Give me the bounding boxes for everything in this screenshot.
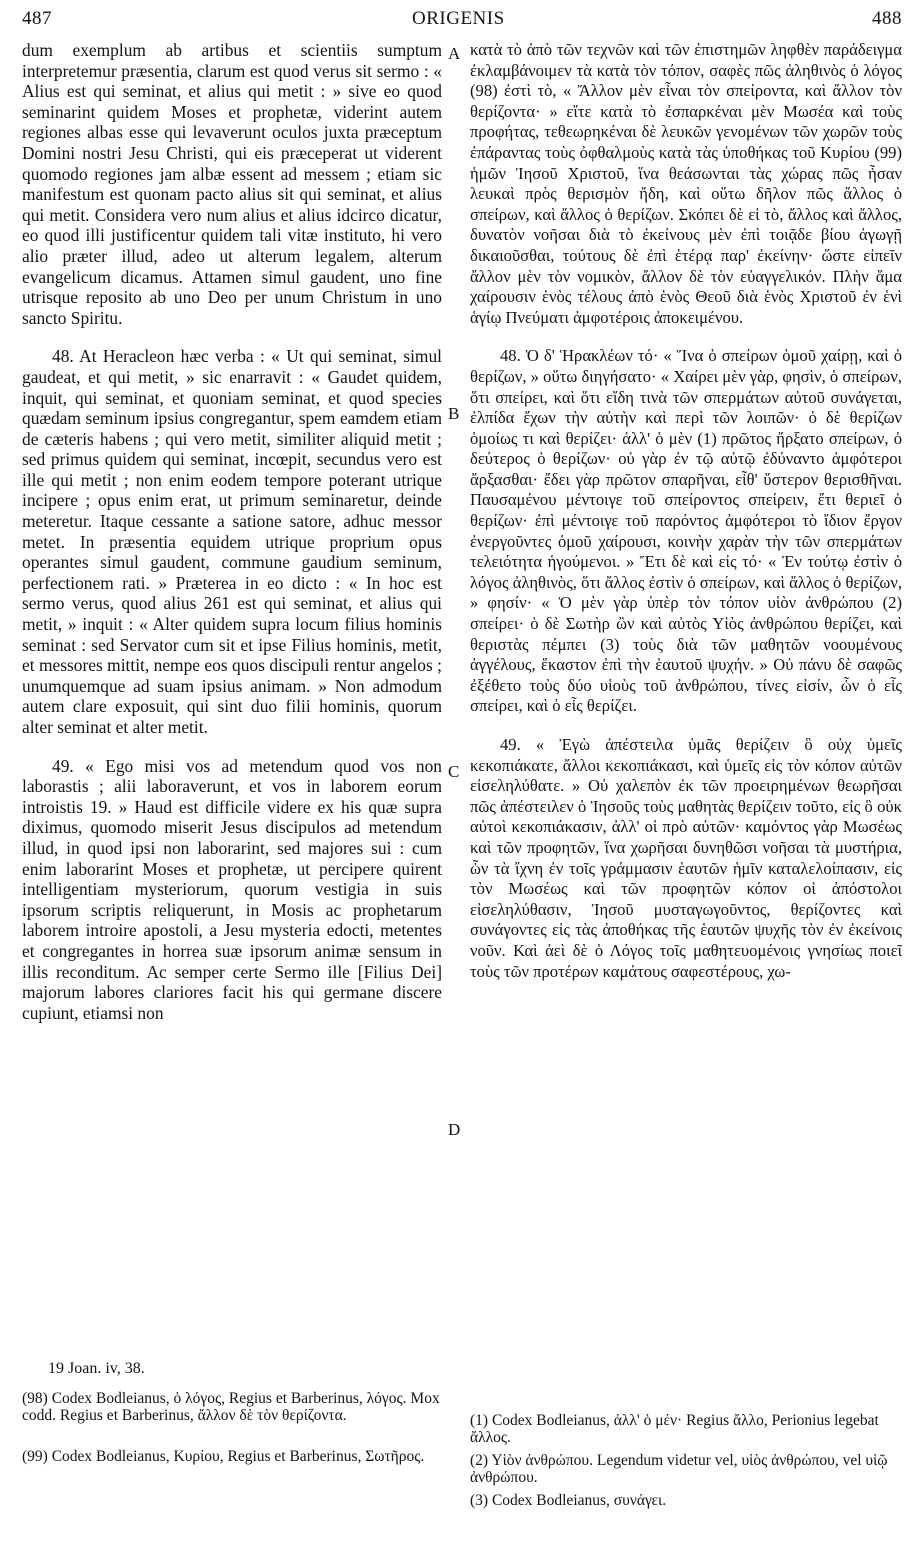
right-page-number: 488 [872,8,902,29]
footnote-98: (98) Codex Bodleianus, ὁ λόγος, Regius et Barberinus, λόγος. Mox codd. Regius et Barberinus, ἄλλον δὲ τὸν θερίζοντα. [22,1390,440,1424]
latin-paragraph-49: 49. « Ego misi vos ad metendum quod vos non laborastis ; alii laboraverunt, et vos in laborem eorum introistis 19. » Haud est difficile videre ex his quæ supra diximus, quomodo miserit Jesus discipulos ad metendum illud, in quod ipsi non laborarint, sed majores sui : cum enim laborarint Moses et prophetæ, ut percipere quirent intelligentiam mysteriorum, quorum vestigia in suis ipsorum scriptis reliquerunt, in Mosis ac prophetarum laborem introire apostoli, a Jesu mysteria edocti, metentes et congregantes in horrea suæ ipsorum animæ sensum in illis reconditum. Ac semper certe Sermo ille [Filius Dei] majorum labores clariores facit his qui germane discere cupiunt, etiamsi non [22,755,442,1023]
latin-column [22,40,442,1023]
latin-paragraph-1: dum exemplum ab artibus et scientiis sumptum interpretemur præsentia, clarum est quod verus sit sermo : « Alius est qui seminat, et alius qui metit : » sive eo quod seminarint quidem Moses et prophetæ, viderint autem regiones albas esse qui levaverunt oculos juxta præceptum Domini nostri Jesu Christi, qui eis præceperat ut viderent quomodo regiones jam albæ essent ad messem ; etiam sic manifestum est quonam pacto alius sit qui seminat, et alius qui metit. Considera vero num alius et alius idcirco dicatur, eo quod illi justificentur quidem tali vitæ instituto, hi vero alio præter illud, adeo ut alterum legalem, alterum evangelicum dicamus. Attamen simul gaudent, uno fine utrisque reposito ab uno Deo per unum Christum in uno sancto Spiritu. [22,40,442,328]
greek-paragraph-48: 48. Ὁ δ' Ἡρακλέων τό· « Ἵνα ὁ σπείρων ὁμοῦ χαίρῃ, καὶ ὁ θερίζων, » οὕτω διηγήσατο· « Χαίρει μὲν γὰρ, φησὶν, ὁ σπείρων, ὅτι σπείρει, καὶ ὅτι εἴδη τινὰ τῶν σπερμάτων αὐτοῦ συνάγεται, ἐλπίδα ἔχων τὴν αὐτὴν καὶ περὶ τῶν λοιπῶν· ὁ δὲ θερίζων ὁμοίως τι καὶ θερίζει· ἀλλ' ὁ μὲν (1) πρῶτος ἤρξατο σπείρων, ὁ δεύτερος ὁ θερίζων· οὐ γὰρ ἐν τῷ αὐτῷ ἐδύναντο ἀμφότεροι ἄρξασθαι· ἔδει γὰρ πρῶτον σπαρῆναι, εἶθ' ὕστερον θερισθῆναι. Παυσαμένου μέντοιγε τοῦ σπείροντος σπείρειν, ἔτι θεριεῖ ὁ θερίζων· ἐπὶ μέντοιγε τοῦ παρόντος ἀμφότεροι τὸ ἴδιον ἔργον ἐνεργοῦντες ὁμοῦ χαίρουσι, κοινὴν χαρὰν τὴν τῶν σπερμάτων τελειότητα ἡγούμενοι. » Ἔτι δὲ καὶ εἰς τό· « Ἐν τούτῳ ἐστὶν ὁ λόγος ἀληθινὸς, ὅτι ἄλλος ἐστὶν ὁ σπείρων, καὶ ἄλλος ὁ θερίζων, » φησίν· « Ὁ μὲν γὰρ ὑπὲρ τὸν τόπον υἱὸν ἀνθρώπου (2) σπείρει· ὁ δὲ Σωτὴρ ὢν καὶ αὐτὸς Υἱὸς ἀνθρώπου θερίζει, καὶ θεριστὰς πέμπει (3) τοὺς διὰ τῶν μαθητῶν νοουμένους ἀγγέλους, ἕκαστον ἐπὶ τὴν ἑαυτοῦ ψυχήν. » Οὐ πάνυ δὲ σαφῶς ἐξέθετο τοὺς δύο υἱοὺς τοῦ ἀνθρώπου, τίνες εἰσίν, ὧν ὁ εἷς σπείρει, καὶ ὁ εἷς θερίζει. [470,346,902,716]
margin-letter-d: D [448,1120,461,1139]
left-page-number: 487 [22,8,52,29]
footnote-2: (2) Υἱὸν ἀνθρώπου. Legendum videtur vel, υἱὸς ἀνθρώπου, vel υἱῷ ἀνθρώπου. [470,1452,888,1486]
greek-paragraph-1: κατὰ τὸ ἀπὸ τῶν τεχνῶν καὶ τῶν ἐπιστημῶν ληφθὲν παράδειγμα ἐκλαμβάνοιμεν τὰ κατὰ τὸν τόπον, σαφὲς πῶς ἀληθινὸς ὁ λόγος (98) ἐστὶ τὸ, « Ἄλλον μὲν εἶναι τὸν σπείροντα, καὶ ἄλλον τὸν θερίζοντα· » εἴτε κατὰ τὸ ἐσπαρκέναι μὲν Μωσέα καὶ τοὺς προφήτας, τεθεωρηκέναι δὲ λευκῶν γενομένων τῶν χωρῶν τοὺς ἐπάραντας τοὺς ὀφθαλμοὺς κατὰ τὰς ὑποθήκας τοῦ Κυρίου (99) ἡμῶν Ἰησοῦ Χριστοῦ, ἵνα θεάσωνται τὰς χώρας πῶς ἦσαν λευκαὶ πρὸς θερισμὸν ἤδη, καὶ οὕτω δῆλον πῶς ἄλλος ὁ σπείρων, καὶ ἄλλος ὁ θερίζων. Σκόπει δὲ εἰ τὸ, ἄλλος καὶ ἄλλος, δυνατὸν νοῆσαι διὰ τὸ ἐκείνους μὲν ἐπὶ τοιᾷδε βίου ἀγωγῇ δικαιοῦσθαι, τούτους δὲ ἐπὶ ἑτέρᾳ παρ' ἐκείνην· ὥστε εἰπεῖν ἄλλον μὲν τὸν νομικὸν, ἄλλον δὲ τὸν εὐαγγελικόν. Πλὴν ἅμα χαίρουσιν ἑνὸς τέλους ἀπὸ ἑνὸς Θεοῦ διὰ ἑνὸς Χριστοῦ ἐν ἑνὶ ἁγίῳ Πνεύματι ἀμφοτέροις ἀποκειμένου. [470,40,902,327]
footnote-1: (1) Codex Bodleianus, ἀλλ' ὁ μέν· Regius ἄλλο, Perionius legebat ἄλλος. [470,1412,879,1446]
latin-paragraph-48: 48. At Heracleon hæc verba : « Ut qui seminat, simul gaudeat, et qui metit, » sic enarravit : « Gaudet quidem, inquit, qui seminat, et quoniam seminat, et quod species quædam seminum ipsius congregantur, spem eamdem etiam de cæteris habens ; qui vero metit, similiter aliquid metit ; sed primus quidem qui seminat, incœpit, secundus vero est ille qui metit ; non enim eodem tempore poterant utrique incipere ; opus enim erat, ut primum seminaretur, deinde meteretur. Itaque cessante a satione satore, adhuc messor metet. In præsentia equidem utrique proprium opus operantes simul gaudent, commune gaudium seminum, perfectionem rati. » Præterea in eo dicto : « In hoc est sermo verus, quod alius 261 est qui seminat, et alius qui metit, » inquit : « Alter quidem supra locum filius hominis seminat : sed Servator cum sit et ipse Filius hominis, metit, et messores mittit, nempe eos quos discipuli rentur angelos ; unumquemque ad suam ipsius animam. » Non admodum autem clare exposuit, qui sint duo filii hominis, quorum alter seminat et alter metit. [22,346,442,737]
greek-paragraph-49: 49. « Ἐγὼ ἀπέστειλα ὑμᾶς θερίζειν ὃ οὐχ ὑμεῖς κεκοπιάκατε, ἄλλοι κεκοπιάκασι, καὶ ὑμεῖς εἰς τὸν κόπον αὐτῶν εἰσεληλύθατε. » Οὐ χαλεπὸν ἐκ τῶν προειρημένων θεωρῆσαι πῶς ἀπέστειλεν ὁ Ἰησοῦς τοὺς μαθητὰς θερίζειν τοῦτο, εἰς ὃ οὐκ αὐτοὶ κεκοπιάκασιν, ἀλλ' οἱ πρὸ αὐτῶν· καμόντος γὰρ Μωσέως καὶ τῶν προφητῶν, ἵνα χωρῆσαι δυνηθῶσι νοῆσαι τὰ μυστήρια, ὧν τὰ ἴχνη ἐν τοῖς γράμμασιν ἑαυτῶν ἡμῖν καταλελοίπασιν, εἰς τὸν Μωσέως καὶ τῶν προφητῶν κόπον οἱ ἀπόστολοι εἰσεληλύθασιν, Ἰησοῦ μυσταγωγοῦντος, θερίζοντες καὶ συνάγοντες εἰς τὰς ἀποθήκας τῆς ἑαυτῶν ψυχῆς τὸν ἐν ἐκείνοις νοῦν. Καὶ ἀεὶ δὲ ὁ Λόγος τοῖς μαθητευομένοις γνησίως ποιεῖ τοὺς τῶν προτέρων καμάτους σαφεστέρους, χω- [470,735,902,981]
footnote-3: (3) Codex Bodleianus, συνάγει. [470,1492,667,1509]
margin-letter-b: B [448,404,460,423]
page-header [0,8,916,34]
footnote-99: (99) Codex Bodleianus, Κυρίου, Regius et Barberinus, Σωτῆρος. [22,1448,425,1465]
margin-letter-a: A [448,44,461,63]
scripture-reference-footnote: 19 Joan. iv, 38. [48,1360,145,1377]
margin-letter-c: C [448,762,460,781]
running-title: ORIGENIS [412,8,505,29]
greek-column [470,40,902,982]
